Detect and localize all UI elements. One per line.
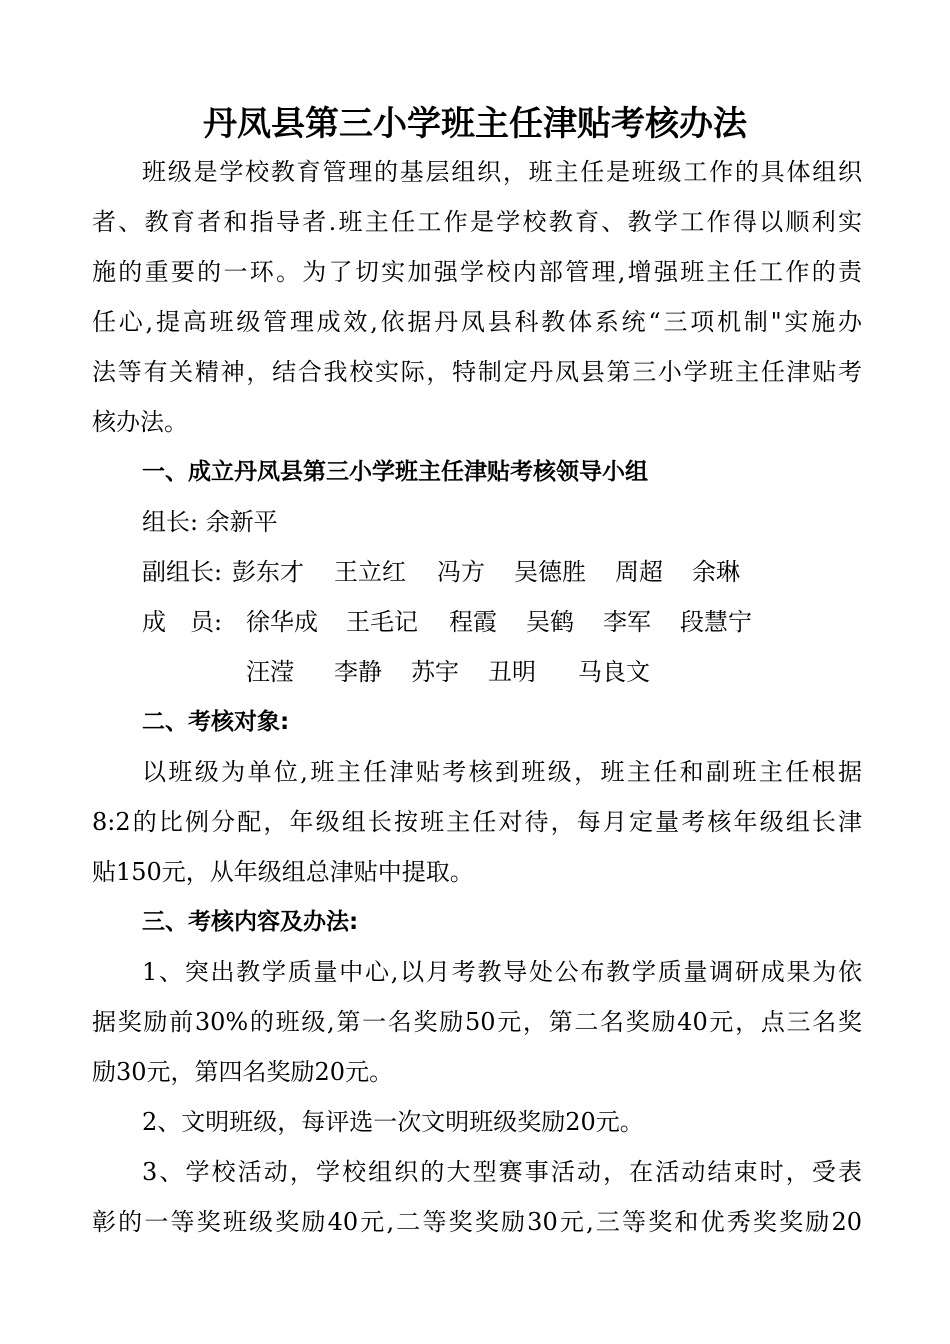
body-line: 2、文明班级，每评选一次文明班级奖励20元。 (142, 1108, 644, 1136)
member-name: 王毛记 (346, 608, 418, 636)
deputy-label: 副组长: (142, 558, 223, 586)
member-name: 汪滢 (246, 658, 294, 686)
deputy-name: 彭东才 (232, 558, 304, 586)
deputy-name: 吴德胜 (514, 558, 586, 586)
body-line: 彰的一等奖班级奖励40元,二等奖奖励30元,三等奖和优秀奖奖励20 (92, 1208, 862, 1236)
body-line: 3、学校活动，学校组织的大型赛事活动，在活动结束时，受表 (142, 1158, 862, 1186)
intro-line: 者、教育者和指导者.班主任工作是学校教育、教学工作得以顺利实 (92, 208, 862, 236)
intro-line: 任心,提高班级管理成效,依据丹凤县科教体系统“三项机制"实施办 (92, 308, 862, 336)
members-label: 成 员: (142, 608, 223, 636)
intro-line: 班级是学校教育管理的基层组织，班主任是班级工作的具体组织 (142, 158, 862, 186)
member-name: 徐华成 (246, 608, 318, 636)
body-line: 8:2的比例分配，年级组长按班主任对待，每月定量考核年级组长津 (92, 808, 862, 836)
body-line: 以班级为单位,班主任津贴考核到班级，班主任和副班主任根据 (142, 758, 862, 786)
member-name: 吴鹤 (526, 608, 574, 636)
body-line: 1、突出教学质量中心,以月考教导处公布教学质量调研成果为依 (142, 958, 862, 986)
document-title: 丹凤县第三小学班主任津贴考核办法 (203, 104, 747, 144)
body-line: 励30元，第四名奖励20元。 (92, 1058, 394, 1086)
group-leader: 组长: 余新平 (142, 508, 278, 536)
body-line: 据奖励前30%的班级,第一名奖励50元，第二名奖励40元，点三名奖 (92, 1008, 862, 1036)
intro-line: 核办法。 (92, 408, 188, 436)
section-heading-content: 三、考核内容及办法: (142, 909, 359, 935)
member-name: 段慧宁 (680, 608, 752, 636)
member-name: 李军 (603, 608, 651, 636)
member-name: 程霞 (449, 608, 497, 636)
deputy-name: 冯方 (437, 558, 485, 586)
deputy-name: 王立红 (334, 558, 406, 586)
member-name: 丑明 (488, 658, 536, 686)
intro-line: 施的重要的一环。为了切实加强学校内部管理,增强班主任工作的责 (92, 258, 862, 286)
member-name: 马良文 (578, 658, 650, 686)
body-line: 贴150元，从年级组总津贴中提取。 (92, 858, 474, 886)
member-name: 苏宇 (411, 658, 459, 686)
section-heading-targets: 二、考核对象: (142, 709, 290, 735)
member-name: 李静 (334, 658, 382, 686)
intro-line: 法等有关精神，结合我校实际，特制定丹凤县第三小学班主任津贴考 (92, 358, 862, 386)
deputy-name: 余琳 (692, 558, 740, 586)
deputy-name: 周超 (615, 558, 663, 586)
section-heading-leadership: 一、成立丹凤县第三小学班主任津贴考核领导小组 (142, 459, 648, 485)
